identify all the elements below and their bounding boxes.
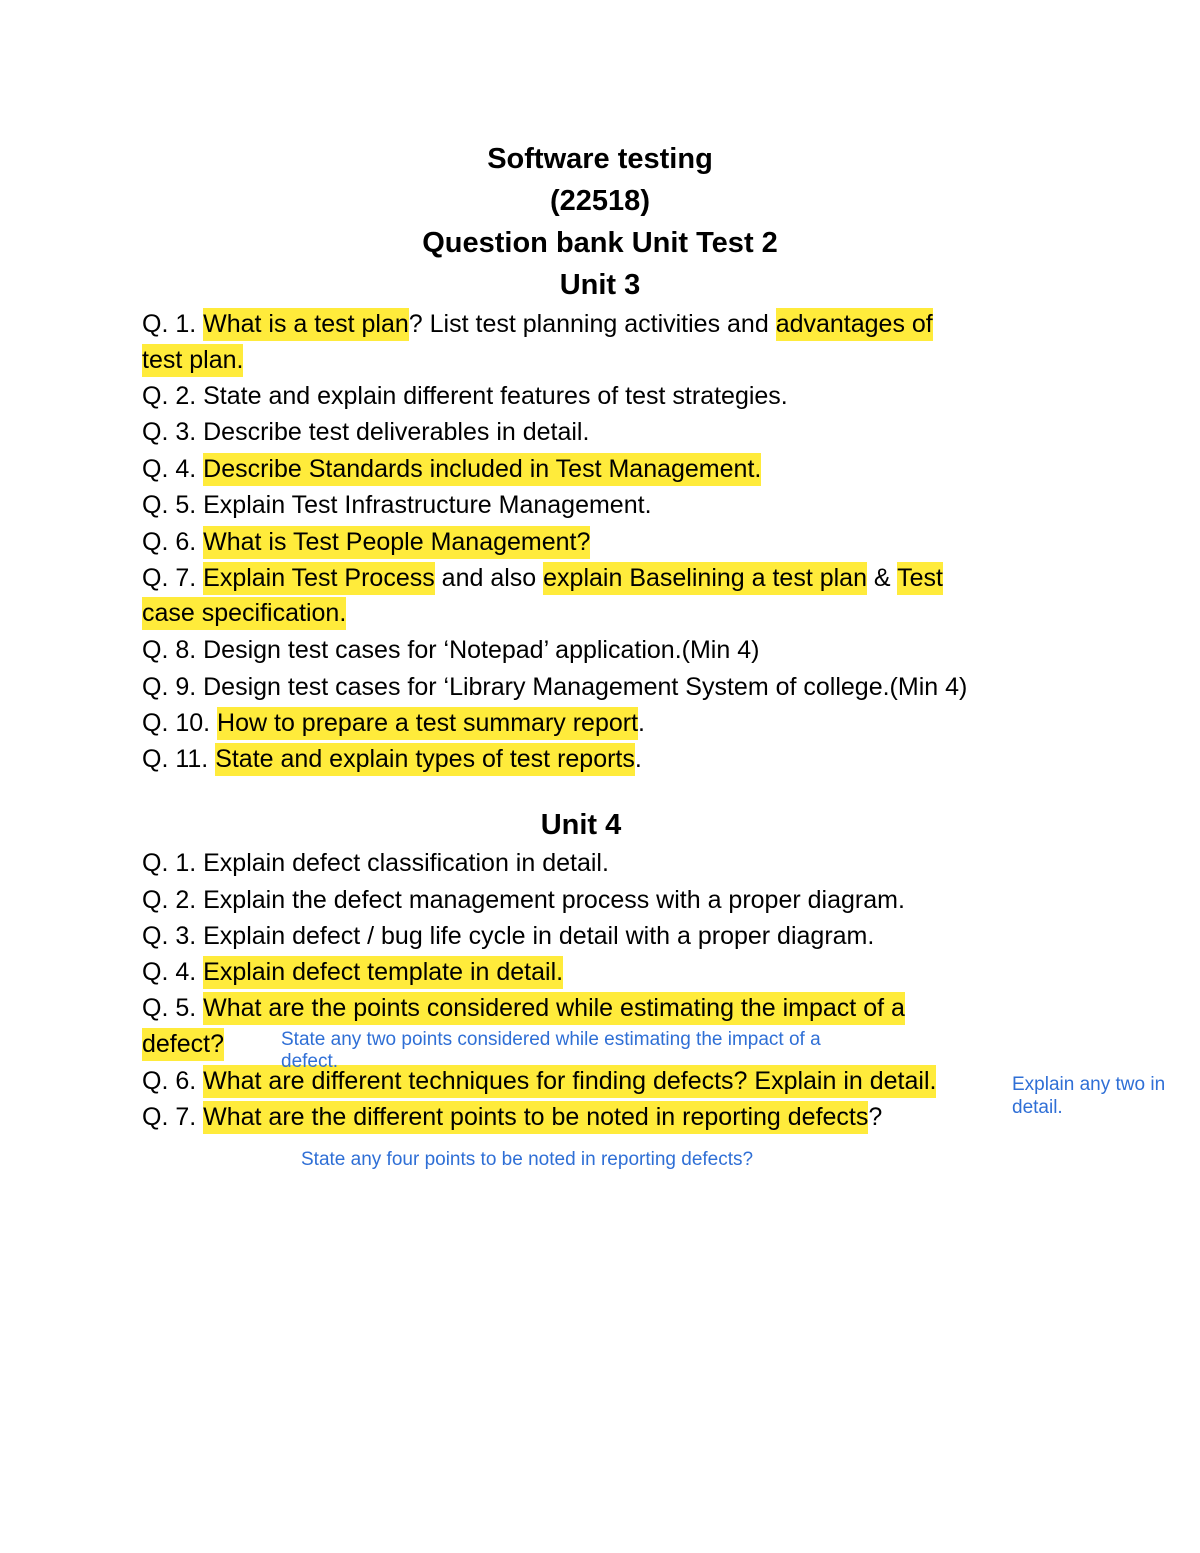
unit-3-heading: Unit 3	[559, 269, 641, 301]
unit3-question-2: Q. 2. State and explain different features of test strategies.	[142, 382, 788, 410]
unit3-question-11	[142, 744, 642, 774]
highlighted-text: defect?	[142, 1028, 224, 1061]
unit3-question-10	[142, 708, 645, 738]
highlighted-text: What is a test plan	[203, 308, 409, 341]
highlighted-text: What are different techniques for finding defects? Explain in detail.	[203, 1065, 936, 1098]
highlighted-text: How to prepare a test summary report	[217, 707, 638, 740]
question-text: &	[866, 564, 898, 592]
question-text: .	[638, 709, 645, 737]
question-number: Q. 7.	[142, 564, 204, 592]
unit3-question-1-continued	[142, 345, 243, 375]
unit4-question-4	[142, 957, 563, 987]
highlighted-text: test plan.	[142, 344, 243, 377]
highlighted-text: Test	[897, 562, 943, 595]
question-number: Q. 5.	[142, 994, 204, 1022]
question-number: Q. 6.	[142, 528, 204, 556]
unit4-question-6	[142, 1066, 936, 1096]
highlighted-text: State and explain types of test reports	[215, 743, 635, 776]
question-number: Q. 11.	[142, 745, 216, 773]
unit3-question-1	[142, 309, 933, 339]
unit3-question-5: Q. 5. Explain Test Infrastructure Management.	[142, 491, 652, 519]
unit3-question-6	[142, 527, 590, 557]
annotation-note-q6-line2: detail.	[1012, 1097, 1063, 1118]
unit4-question-5-continued	[142, 1029, 224, 1059]
highlighted-text: What are the points considered while estimating the impact of a	[203, 992, 905, 1025]
question-number: Q. 4.	[142, 958, 204, 986]
highlighted-text: Explain Test Process	[203, 562, 435, 595]
unit4-question-3: Q. 3. Explain defect / bug life cycle in detail with a proper diagram.	[142, 922, 875, 950]
unit3-question-7-continued	[142, 598, 346, 628]
question-text: and also	[434, 564, 544, 592]
highlighted-text: What are the different points to be noted in reporting defects	[203, 1101, 868, 1134]
document-title: Software testing	[487, 143, 713, 175]
unit4-question-7	[142, 1102, 882, 1132]
course-code: (22518)	[550, 185, 650, 217]
highlighted-text: Explain defect template in detail.	[203, 956, 563, 989]
highlighted-text: What is Test People Management?	[203, 526, 590, 559]
highlighted-text: advantages of	[776, 308, 933, 341]
unit4-question-2: Q. 2. Explain the defect management process with a proper diagram.	[142, 886, 905, 914]
unit3-question-3: Q. 3. Describe test deliverables in detail.	[142, 418, 590, 446]
question-text: .	[634, 745, 642, 773]
unit3-question-4	[142, 454, 761, 484]
unit-4-heading: Unit 4	[540, 809, 622, 841]
question-number: Q. 4.	[142, 455, 204, 483]
unit3-question-9: Q. 9. Design test cases for ‘Library Management System of college.(Min 4)	[142, 673, 968, 701]
highlighted-text: Describe Standards included in Test Management.	[203, 453, 761, 486]
highlighted-text: explain Baselining a test plan	[543, 562, 867, 595]
question-number: Q. 10.	[142, 709, 218, 737]
question-number: Q. 6.	[142, 1067, 204, 1095]
question-number: Q. 1.	[142, 310, 204, 338]
question-number: Q. 7.	[142, 1103, 204, 1131]
question-text: ?	[868, 1103, 883, 1131]
annotation-note-q6-line1: Explain any two in	[1012, 1074, 1166, 1095]
annotation-note-q7: State any four points to be noted in reporting defects?	[301, 1149, 754, 1170]
unit4-question-1: Q. 1. Explain defect classification in detail.	[142, 849, 609, 877]
unit4-question-5	[142, 993, 905, 1023]
unit3-question-8: Q. 8. Design test cases for ‘Notepad’ application.(Min 4)	[142, 636, 760, 664]
annotation-note-q5-line2: defect.	[281, 1051, 339, 1072]
document-subtitle: Question bank Unit Test 2	[422, 227, 778, 259]
annotation-note-q5-line1: State any two points considered while estimating the impact of a	[281, 1029, 821, 1050]
question-text: ? List test planning activities and	[408, 310, 776, 338]
highlighted-text: case specification.	[142, 597, 346, 630]
unit3-question-7	[142, 563, 943, 593]
